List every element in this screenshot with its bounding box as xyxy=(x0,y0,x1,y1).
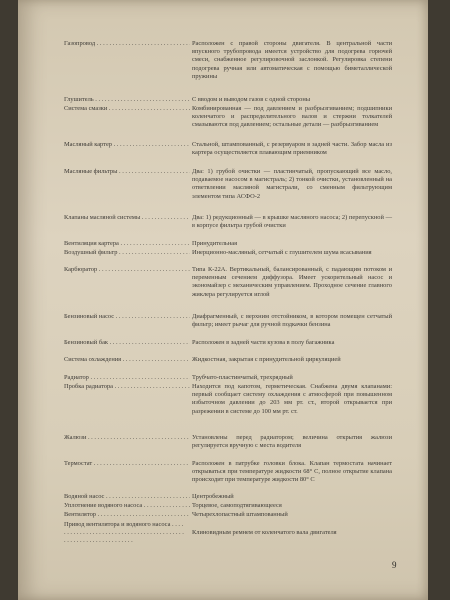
entry-term: Карбюратор . . . xyxy=(64,266,190,274)
entry-description: Инерционно-масляный, сетчатый с глушителем шума всасывания xyxy=(192,249,372,256)
entry-term: Термостат . . . xyxy=(64,460,190,468)
entry-description: Расположен в патрубке головки блока. Клапан термостата начинает открываться при температуре жидкости 68° С, полное открытие клапана происходит при температуре жидкости 80° С xyxy=(192,460,392,484)
entry-description: Стальной, штампованный, с резервуаром в задней части. Забор масла из картера осуществляется плавающим приемником xyxy=(192,141,392,157)
entry-term: Бензиновый бак . . . xyxy=(64,339,190,347)
entry-term: Глушитель . . . xyxy=(64,96,190,104)
entry-description: Расположен в задней части кузова в полу багажника xyxy=(192,339,335,346)
entry-term: Привод вентилятора и водяного насоса . . . xyxy=(64,521,184,546)
page-number: 9 xyxy=(392,560,397,570)
entry-description: Типа К-22А. Вертикальный, балансированный, с падающим потоком и переменным сечением диффузора. Имеет ускорительный насос и экономайзер с механическим управлением. Проходное сечение главного жиклера регулируется иглой xyxy=(192,266,392,298)
entry-description: Два: 1) грубой очистки — пластинчатый, пропускающий все масло, подаваемое насосом в магистраль; 2) тонкой очистки, установленный на ответвлении масляной магистрали, со сменным фильтрующим элементом типа АСФО-2 xyxy=(192,168,392,200)
entry-description: С вводом и выводом газов с одной стороны xyxy=(192,96,311,103)
entry-term: Бензиновый насос . . . xyxy=(64,313,190,321)
entry-term: Система смазки . . . xyxy=(64,105,190,113)
entry-description: Комбинированная — под давлением и разбрызгиванием; подшипники коленчатого и распределительного валов и стержни толкателей смазываются под давлением; остальные детали — разбрызгиванием xyxy=(192,105,392,129)
entry-description: Клиновидным ремнем от коленчатого вала двигателя xyxy=(192,529,337,536)
entry-term: Водяной насос . . . xyxy=(64,493,190,501)
entry-term: Клапаны масляной системы . . . xyxy=(64,214,190,222)
entry-term: Воздушный фильтр . . . xyxy=(64,249,190,257)
entry-term: Жалюзи . . . xyxy=(64,434,190,442)
entry-term: Вентилятор . . . xyxy=(64,511,190,519)
entry-term: Вентиляция картера . . . xyxy=(64,240,190,248)
entry-description: Трубчато-пластинчатый, трехрядный xyxy=(192,374,293,381)
entry-term: Радиатор . . . xyxy=(64,374,190,382)
entry-description: Жидкостная, закрытая с принудительной циркуляцией xyxy=(192,356,341,363)
entry-description: Торцевое, самоподтягивающееся xyxy=(192,502,282,509)
entry-description: Находится под капотом, герметическая. Снабжена двумя клапанами: первый сообщает систему охлаждения с атмосферой при повышенном избыточном давлении до 203 мм рт. ст., второй открывается при разрежении в системе до 100 мм рт. ст. xyxy=(192,383,392,415)
entry-term: Масляные фильтры . . . xyxy=(64,168,190,176)
entry-term: Уплотнение водяного насоса . . . xyxy=(64,502,190,510)
entry-description: Центробежный xyxy=(192,493,234,500)
book-page xyxy=(18,0,428,600)
entry-description: Установлены перед радиатором; величина открытия жалюзи регулируется вручную с места водителя xyxy=(192,434,392,450)
entry-description: Четырехлопастный штампованный xyxy=(192,511,288,518)
entry-term: Система охлаждения . . . xyxy=(64,356,190,364)
entry-description: Расположен с правой стороны двигателя. В центральной части впускного трубопровода имеется устройство для подогрева горючей смеси, снабженное регулировочной заслонкой. Регулировка степени подогрева ручная или автоматическая с помощью биметаллической пружины xyxy=(192,40,392,80)
entry-term: Пробка радиатора . . . xyxy=(64,383,190,391)
entry-term: Масляный картер . . . xyxy=(64,141,190,149)
entry-description: Диафрагменный, с верхним отстойником, в котором помещен сетчатый фильтр; имеет рычаг для ручной подкачки бензина xyxy=(192,313,392,329)
entry-term: Газопровод . . . xyxy=(64,40,190,48)
entry-description: Принудительная xyxy=(192,240,238,247)
entry-description: Два: 1) редукционный — в крышке масляного насоса; 2) перепускной — в корпусе фильтра грубой очистки xyxy=(192,214,392,230)
